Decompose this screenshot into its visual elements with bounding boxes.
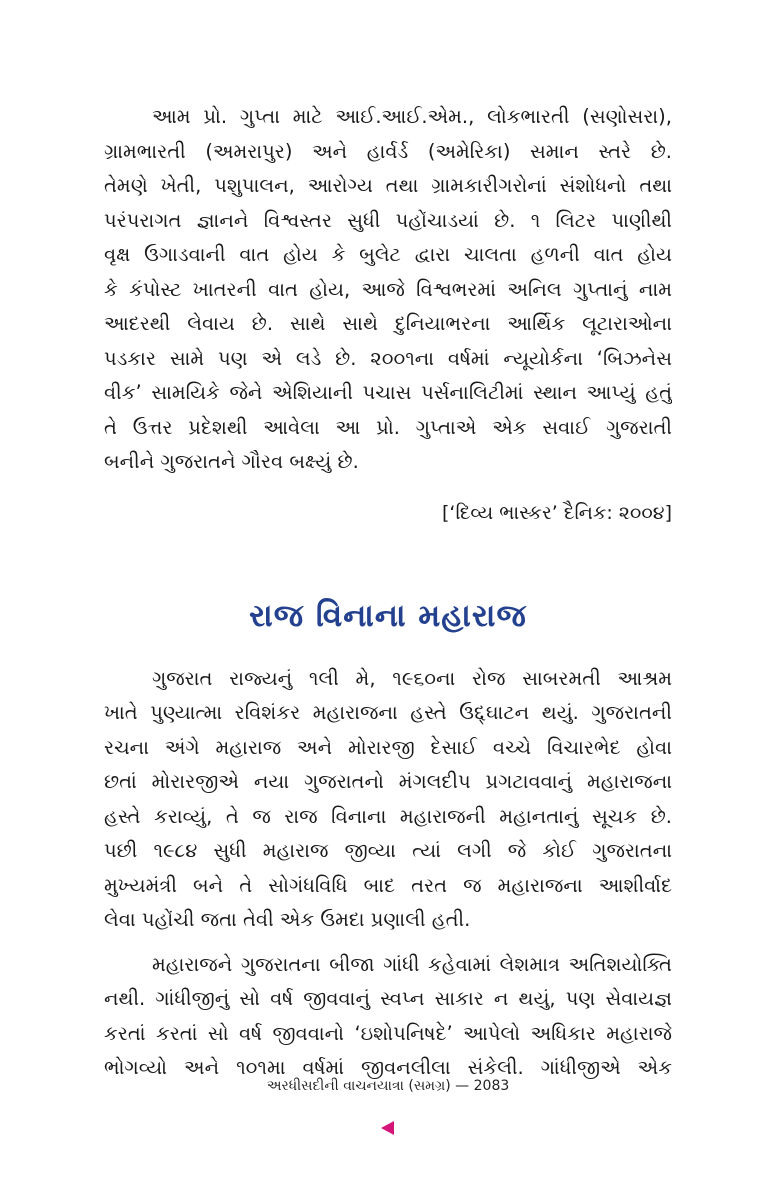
text-line: છતાં મોરારજીએ નયા ગુજરાતનો મંગલદીપ પ્રગટાવવાનું મહારાજના xyxy=(104,770,672,793)
text-line: બનીને ગુજરાતને ગૌરવ બક્ષ્યું છે. xyxy=(104,450,359,473)
text-line: રચના અંગે મહારાજ અને મોરારજી દેસાઈ વચ્ચે વિચારભેદ હોવા xyxy=(104,735,672,759)
page-content xyxy=(104,100,672,1086)
text-line: હસ્તે કરાવ્યું, તે જ રાજ વિનાના મહારાજની મહાનતાનું સૂચક છે. xyxy=(104,804,672,828)
text-line: વીક’ સામયિકે જેને એશિયાની પચાસ પર્સનાલિટીમાં સ્થાન આપ્યું હતું xyxy=(104,381,672,404)
page-footer: અરધીસદીની વાચનયાત્રા (સમગ્ર) — 2083 xyxy=(266,1078,510,1094)
text-line: પરંપરાગત જ્ઞાનને વિશ્વસ્તર સુધી પહોંચાડયાં છે. ૧ લિટર પાણીથી xyxy=(104,208,672,232)
article1-paragraph xyxy=(104,100,672,480)
text-line: ગુજરાત રાજ્યનું ૧લી મે, ૧૯૬૦ના રોજ સાબરમતી આશ્રમ xyxy=(152,666,672,690)
citation: [‘દિવ્ય ભાસ્કર’ દૈનિક: ૨૦૦૪] xyxy=(442,501,672,524)
text-line: ગ્રામભારતી (અમરાપુર) અને હાર્વર્ડ (અમેરિકા) સમાન સ્તરે છે. xyxy=(104,139,672,163)
text-line: ખાતે પુણ્યાત્મા રવિશંકર મહારાજના હસ્તે ઉદ્દ્ઘાટન થયું. ગુજરાતની xyxy=(104,701,672,724)
text-line: આદરથી લેવાય છે. સાથે સાથે દુનિયાભરના આર્થિક લૂટારાઓના xyxy=(104,312,672,335)
text-line: લેવા પહોંચી જતા તેવી એક ઉમદા પ્રણાલી હતી. xyxy=(104,908,471,931)
text-line: કે કંપોસ્ટ ખાતરની વાત હોય, આજે વિશ્વભરમાં અનિલ ગુપ્તાનું નામ xyxy=(104,277,672,301)
article2-paragraph-1 xyxy=(104,662,672,938)
triangle-left-icon[interactable] xyxy=(381,1121,394,1135)
text-line: પછી ૧૯૮૪ સુધી મહારાજ જીવ્યા ત્યાં લગી જે કોઈ ગુજરાતના xyxy=(104,839,672,862)
text-line: નથી. ગાંધીજીનું સો વર્ષ જીવવાનું સ્વપ્ન સાકાર ન થયું, પણ સેવાયજ્ઞ xyxy=(104,987,672,1010)
text-line: તેમણે ખેતી, પશુપાલન, આરોગ્ય તથા ગ્રામકારીગરોનાં સંશોધનો તથા xyxy=(104,174,672,197)
text-line: મુખ્યમંત્રી બને તે સોગંધવિધિ બાદ તરત જ મહારાજના આશીર્વાદ xyxy=(104,873,672,897)
text-line: પડકાર સામે પણ એ લડે છે. ૨૦૦૧ના વર્ષમાં ન્યૂયોર્કના ‘બિઝનેસ xyxy=(104,346,672,370)
section-title: રાજ વિનાના મહારાજ xyxy=(249,597,527,634)
text-line: આમ પ્રો. ગુપ્તા માટે આઈ.આઈ.એમ., લોકભારતી (સણોસરા), xyxy=(152,105,672,128)
text-line: ભોગવ્યો અને ૧૦૧મા વર્ષમાં જીવનલીલા સંકેલી. ગાંધીજીએ એક xyxy=(104,1056,672,1079)
article2-paragraph-2 xyxy=(104,948,672,1086)
text-line: તે ઉત્તર પ્રદેશથી આવેલા આ પ્રો. ગુપ્તાએ એક સવાઈ ગુજરાતી xyxy=(104,415,672,439)
text-line: કરતાં કરતાં સો વર્ષ જીવવાનો ‘ઇશોપનિષદે’ આપેલો અધિકાર મહારાજે xyxy=(104,1021,672,1045)
text-line: મહારાજને ગુજરાતના બીજા ગાંધી કહેવામાં લેશમાત્ર અતિશયોક્તિ xyxy=(152,952,672,976)
text-line: વૃક્ષ ઉગાડવાની વાત હોય કે બુલેટ દ્વારા ચાલતા હળની વાત હોય xyxy=(104,243,672,266)
